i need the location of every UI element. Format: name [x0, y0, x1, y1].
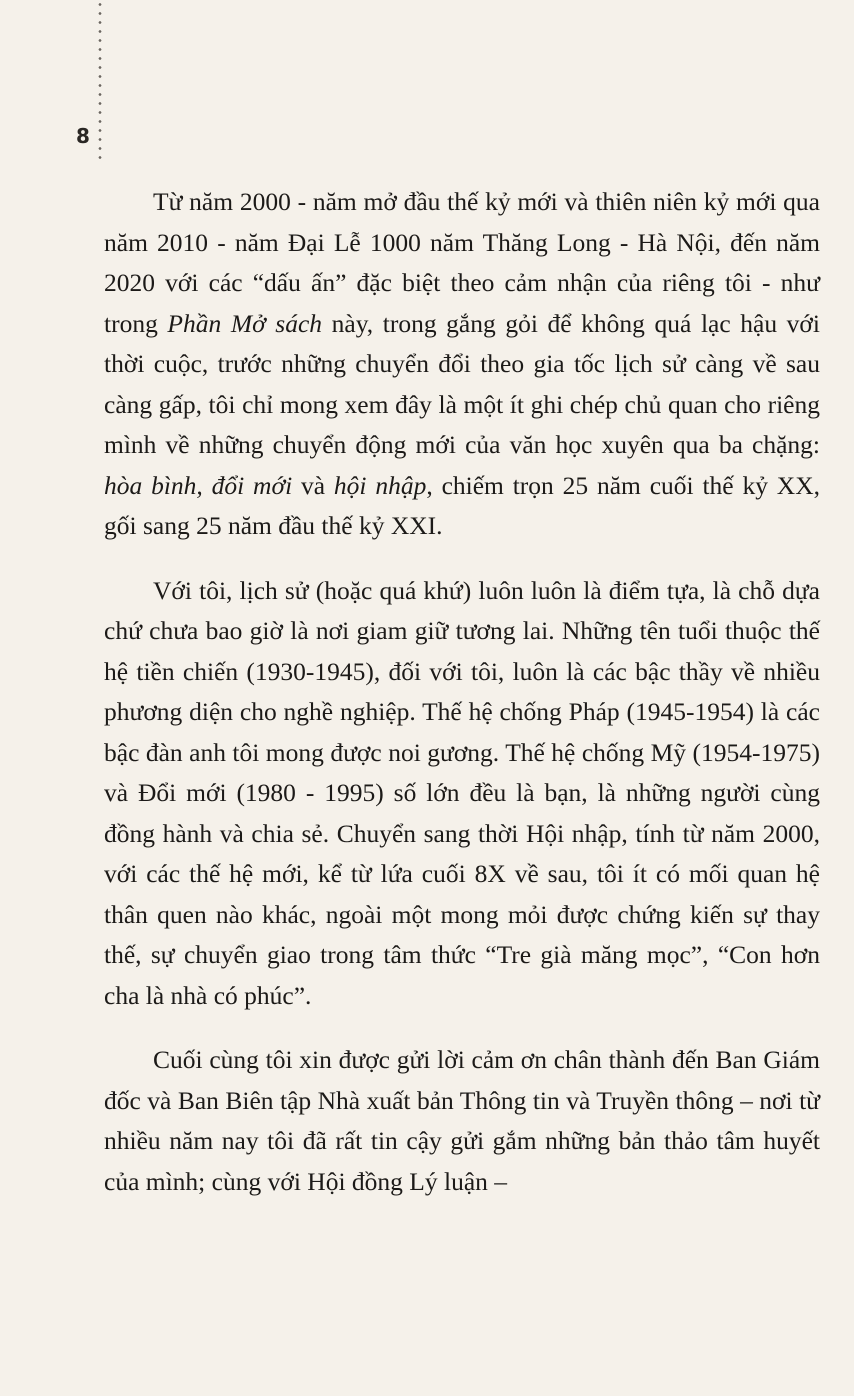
- text-span: , chiếm trọn 25 năm cuối thế kỷ XX, gối sang 25 năm đầu thế kỷ XXI.: [104, 470, 820, 540]
- text-span: và: [292, 470, 334, 500]
- text-span: Cuối cùng tôi xin được gửi lời cảm ơn chân thành đến Ban Giám đốc và Ban Biên tập Nhà xuất bản Thông tin và Truyền thông – nơi từ nhiều năm nay tôi đã rất tin cậy gửi gắm những bản thảo tâm huyết của mình; cùng với Hội đồng Lý luận –: [104, 1045, 820, 1196]
- margin-dots-decoration: [98, 0, 102, 160]
- text-span: Từ năm 2000 - năm mở đầu thế kỷ mới và thiên niên kỷ mới qua năm 2010 - năm Đại Lễ 1000 năm Thăng Long - Hà Nội, đến năm 2020 với các “dấu ấn” đặc biệt theo cảm nhận của riêng tôi - như trong: [104, 187, 820, 338]
- paragraph-3: [104, 1040, 820, 1202]
- text-span: này, trong gắng gỏi để không quá lạc hậu với thời cuộc, trước những chuyển đổi theo gia tốc lịch sử càng về sau càng gấp, tôi chỉ mong xem đây là một ít ghi chép chủ quan cho riêng mình về những chuyển động mới của văn học xuyên qua ba chặng:: [104, 308, 820, 459]
- text-span: Với tôi, lịch sử (hoặc quá khứ) luôn luôn là điểm tựa, là chỗ dựa chứ chưa bao giờ là nơi giam giữ tương lai. Những tên tuổi thuộc thế hệ tiền chiến (1930-1945), đối với tôi, luôn là các bậc thầy về nhiều phương diện cho nghề nghiệp. Thế hệ chống Pháp (1945-1954) là các bậc đàn anh tôi mong được noi gương. Thế hệ chống Mỹ (1954-1975) và Đổi mới (1980 - 1995) số lớn đều là bạn, là những người cùng đồng hành và chia sẻ. Chuyển sang thời Hội nhập, tính từ năm 2000, với các thế hệ mới, kể từ lứa cuối 8X về sau, tôi ít có mối quan hệ thân quen nào khác, ngoài một mong mỏi được chứng kiến sự thay thế, sự chuyển giao trong tâm thức “Tre già măng mọc”, “Con hơn cha là nhà có phúc”.: [104, 575, 820, 1010]
- page-number: 8: [76, 124, 90, 148]
- italic-span: hội nhập: [333, 470, 427, 500]
- page-body: [104, 182, 820, 1202]
- italic-span: hòa bình, đổi mới: [104, 470, 293, 500]
- italic-span: Phần Mở sách: [167, 308, 323, 338]
- paragraph-1: [104, 182, 820, 547]
- paragraph-2: [104, 571, 820, 1017]
